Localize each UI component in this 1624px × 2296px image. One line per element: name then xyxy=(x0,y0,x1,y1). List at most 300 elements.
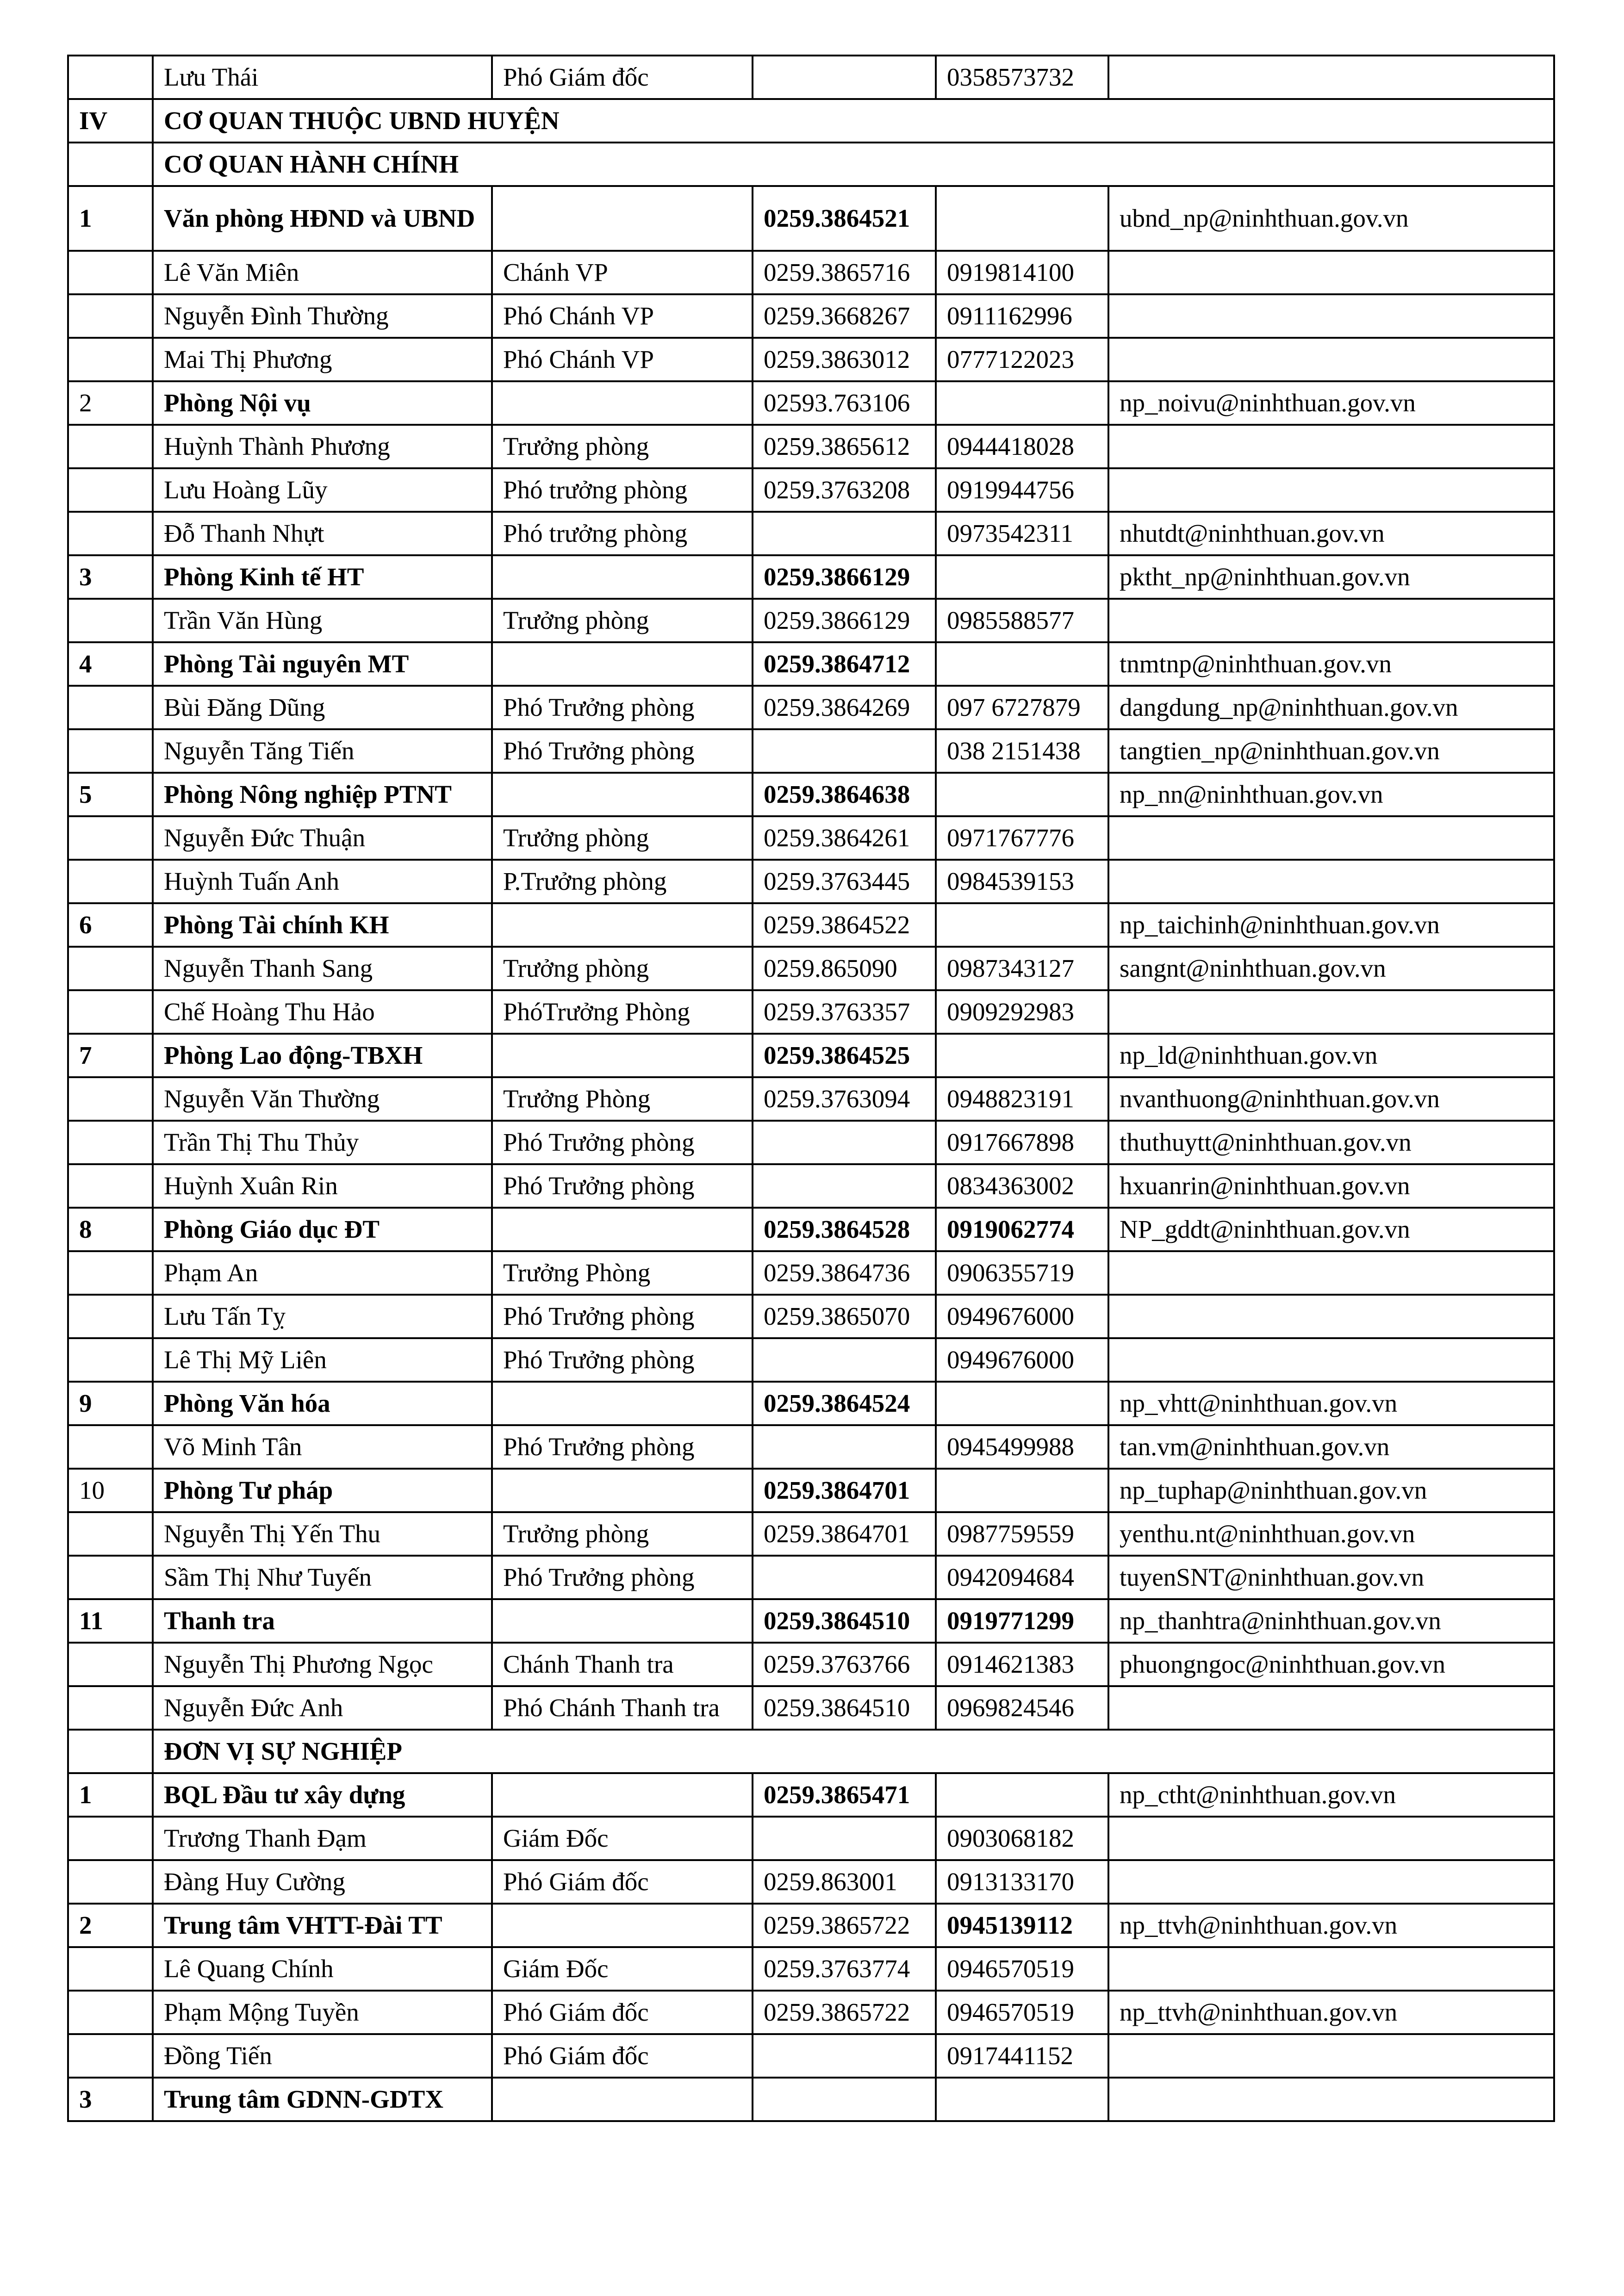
person-row xyxy=(68,1686,1554,1730)
position-title: Giám Đốc xyxy=(492,1947,753,1991)
office-phone: 0259.3763445 xyxy=(753,860,936,903)
person-name: Bùi Đăng Dũng xyxy=(153,686,492,729)
person-name: Phạm An xyxy=(153,1251,492,1295)
position-title: Trưởng phòng xyxy=(492,947,753,990)
row-number xyxy=(68,1860,153,1904)
person-name: Nguyễn Thị Phương Ngọc xyxy=(153,1643,492,1686)
office-phone: 0259.3763208 xyxy=(753,468,936,512)
office-phone: 0259.3864522 xyxy=(753,903,936,947)
office-phone: 0259.3865722 xyxy=(753,1904,936,1947)
person-row xyxy=(68,990,1554,1034)
office-phone: 0259.3864701 xyxy=(753,1512,936,1556)
office-phone: 0259.3864269 xyxy=(753,686,936,729)
email-address xyxy=(1108,251,1554,294)
office-phone: 0259.3763094 xyxy=(753,1077,936,1121)
person-row xyxy=(68,512,1554,555)
office-phone: 0259.3763774 xyxy=(753,1947,936,1991)
row-number xyxy=(68,1686,153,1730)
position-title xyxy=(492,381,753,425)
position-title xyxy=(492,1599,753,1643)
office-phone xyxy=(753,2034,936,2078)
office-phone: 0259.3864638 xyxy=(753,773,936,816)
email-address xyxy=(1108,1817,1554,1860)
unit-name: Phòng Văn hóa xyxy=(153,1382,492,1425)
position-title: Phó Giám đốc xyxy=(492,56,753,99)
section-row xyxy=(68,1730,1554,1773)
office-phone: 0259.3763766 xyxy=(753,1643,936,1686)
position-title xyxy=(492,773,753,816)
row-number: 7 xyxy=(68,1034,153,1077)
mobile-phone: 0949676000 xyxy=(936,1295,1108,1338)
unit-row xyxy=(68,1904,1554,1947)
position-title: P.Trưởng phòng xyxy=(492,860,753,903)
row-number xyxy=(68,947,153,990)
office-phone: 0259.3864528 xyxy=(753,1208,936,1251)
email-address: np_noivu@ninhthuan.gov.vn xyxy=(1108,381,1554,425)
mobile-phone xyxy=(936,1382,1108,1425)
row-number xyxy=(68,512,153,555)
person-name: Lưu Hoàng Lũy xyxy=(153,468,492,512)
mobile-phone: 0917667898 xyxy=(936,1121,1108,1164)
mobile-phone: 097 6727879 xyxy=(936,686,1108,729)
email-address xyxy=(1108,338,1554,381)
row-number xyxy=(68,56,153,99)
mobile-phone: 0946570519 xyxy=(936,1991,1108,2034)
row-number xyxy=(68,599,153,642)
mobile-phone: 0919814100 xyxy=(936,251,1108,294)
email-address: np_tuphap@ninhthuan.gov.vn xyxy=(1108,1469,1554,1512)
email-address: nhutdt@ninhthuan.gov.vn xyxy=(1108,512,1554,555)
section-title: ĐƠN VỊ SỰ NGHIỆP xyxy=(153,1730,1554,1773)
row-number xyxy=(68,2034,153,2078)
position-title xyxy=(492,1208,753,1251)
email-address: np_taichinh@ninhthuan.gov.vn xyxy=(1108,903,1554,947)
row-number xyxy=(68,1643,153,1686)
email-address xyxy=(1108,990,1554,1034)
unit-row xyxy=(68,642,1554,686)
mobile-phone: 0948823191 xyxy=(936,1077,1108,1121)
mobile-phone: 0984539153 xyxy=(936,860,1108,903)
section-row xyxy=(68,99,1554,143)
position-title: Phó Chánh Thanh tra xyxy=(492,1686,753,1730)
person-row xyxy=(68,1947,1554,1991)
position-title xyxy=(492,1773,753,1817)
position-title: Phó Chánh VP xyxy=(492,294,753,338)
row-number: 2 xyxy=(68,1904,153,1947)
email-address: tan.vm@ninhthuan.gov.vn xyxy=(1108,1425,1554,1469)
person-row xyxy=(68,1556,1554,1599)
position-title: Phó Trưởng phòng xyxy=(492,1295,753,1338)
unit-row xyxy=(68,1599,1554,1643)
unit-row xyxy=(68,381,1554,425)
row-number: 3 xyxy=(68,555,153,599)
email-address: tuyenSNT@ninhthuan.gov.vn xyxy=(1108,1556,1554,1599)
unit-name: Trung tâm VHTT-Đài TT xyxy=(153,1904,492,1947)
row-number xyxy=(68,1295,153,1338)
email-address: np_ttvh@ninhthuan.gov.vn xyxy=(1108,1991,1554,2034)
row-number xyxy=(68,1164,153,1208)
email-address xyxy=(1108,1338,1554,1382)
contact-directory-table xyxy=(67,55,1555,2122)
unit-row xyxy=(68,1469,1554,1512)
office-phone xyxy=(753,1121,936,1164)
office-phone: 0259.3668267 xyxy=(753,294,936,338)
mobile-phone xyxy=(936,1469,1108,1512)
email-address: np_ctht@ninhthuan.gov.vn xyxy=(1108,1773,1554,1817)
email-address xyxy=(1108,2078,1554,2121)
person-name: Sầm Thị Như Tuyến xyxy=(153,1556,492,1599)
email-address: yenthu.nt@ninhthuan.gov.vn xyxy=(1108,1512,1554,1556)
email-address xyxy=(1108,468,1554,512)
person-row xyxy=(68,251,1554,294)
email-address xyxy=(1108,1686,1554,1730)
office-phone: 0259.3865471 xyxy=(753,1773,936,1817)
unit-name: Phòng Tài chính KH xyxy=(153,903,492,947)
office-phone xyxy=(753,512,936,555)
position-title: Trưởng phòng xyxy=(492,816,753,860)
mobile-phone xyxy=(936,381,1108,425)
mobile-phone: 0917441152 xyxy=(936,2034,1108,2078)
person-row xyxy=(68,947,1554,990)
office-phone xyxy=(753,2078,936,2121)
position-title: Phó trưởng phòng xyxy=(492,468,753,512)
position-title: Trưởng phòng xyxy=(492,599,753,642)
mobile-phone: 038 2151438 xyxy=(936,729,1108,773)
office-phone xyxy=(753,1164,936,1208)
office-phone xyxy=(753,1817,936,1860)
row-number: 9 xyxy=(68,1382,153,1425)
email-address xyxy=(1108,816,1554,860)
unit-name: Phòng Kinh tế HT xyxy=(153,555,492,599)
row-number: 2 xyxy=(68,381,153,425)
unit-row xyxy=(68,1773,1554,1817)
office-phone: 0259.865090 xyxy=(753,947,936,990)
row-number: 4 xyxy=(68,642,153,686)
person-name: Nguyễn Thị Yến Thu xyxy=(153,1512,492,1556)
mobile-phone: 0944418028 xyxy=(936,425,1108,468)
office-phone: 0259.3863012 xyxy=(753,338,936,381)
email-address xyxy=(1108,56,1554,99)
position-title: Phó Trưởng phòng xyxy=(492,1556,753,1599)
person-name: Đỗ Thanh Nhựt xyxy=(153,512,492,555)
email-address: np_thanhtra@ninhthuan.gov.vn xyxy=(1108,1599,1554,1643)
person-row xyxy=(68,1817,1554,1860)
mobile-phone: 0946570519 xyxy=(936,1947,1108,1991)
mobile-phone: 0973542311 xyxy=(936,512,1108,555)
office-phone: 0259.3865716 xyxy=(753,251,936,294)
person-row xyxy=(68,1425,1554,1469)
email-address xyxy=(1108,1947,1554,1991)
mobile-phone: 0919062774 xyxy=(936,1208,1108,1251)
person-name: Mai Thị Phương xyxy=(153,338,492,381)
row-number: 8 xyxy=(68,1208,153,1251)
email-address xyxy=(1108,599,1554,642)
email-address: nvanthuong@ninhthuan.gov.vn xyxy=(1108,1077,1554,1121)
person-row xyxy=(68,425,1554,468)
office-phone: 0259.3864510 xyxy=(753,1686,936,1730)
row-number xyxy=(68,1512,153,1556)
unit-row xyxy=(68,903,1554,947)
row-number: 1 xyxy=(68,186,153,251)
email-address xyxy=(1108,1860,1554,1904)
email-address xyxy=(1108,294,1554,338)
mobile-phone: 0945499988 xyxy=(936,1425,1108,1469)
office-phone: 0259.3864712 xyxy=(753,642,936,686)
mobile-phone xyxy=(936,1773,1108,1817)
email-address: np_ttvh@ninhthuan.gov.vn xyxy=(1108,1904,1554,1947)
mobile-phone: 0913133170 xyxy=(936,1860,1108,1904)
unit-name: Phòng Nội vụ xyxy=(153,381,492,425)
mobile-phone: 0942094684 xyxy=(936,1556,1108,1599)
email-address: thuthuytt@ninhthuan.gov.vn xyxy=(1108,1121,1554,1164)
row-number xyxy=(68,1251,153,1295)
office-phone: 0259.3864524 xyxy=(753,1382,936,1425)
position-title: Phó Trưởng phòng xyxy=(492,1164,753,1208)
office-phone xyxy=(753,1338,936,1382)
person-name: Huỳnh Thành Phương xyxy=(153,425,492,468)
unit-row xyxy=(68,1382,1554,1425)
person-row xyxy=(68,1077,1554,1121)
position-title: Phó Giám đốc xyxy=(492,1860,753,1904)
email-address: sangnt@ninhthuan.gov.vn xyxy=(1108,947,1554,990)
position-title: Phó Trưởng phòng xyxy=(492,686,753,729)
mobile-phone: 0985588577 xyxy=(936,599,1108,642)
mobile-phone: 0909292983 xyxy=(936,990,1108,1034)
person-name: Lê Thị Mỹ Liên xyxy=(153,1338,492,1382)
email-address: tangtien_np@ninhthuan.gov.vn xyxy=(1108,729,1554,773)
position-title: Phó Trưởng phòng xyxy=(492,1338,753,1382)
person-row xyxy=(68,1991,1554,2034)
person-name: Nguyễn Tăng Tiến xyxy=(153,729,492,773)
row-number xyxy=(68,338,153,381)
mobile-phone: 0906355719 xyxy=(936,1251,1108,1295)
office-phone: 02593.763106 xyxy=(753,381,936,425)
person-row xyxy=(68,860,1554,903)
office-phone xyxy=(753,1425,936,1469)
row-number: 10 xyxy=(68,1469,153,1512)
row-number xyxy=(68,816,153,860)
office-phone: 0259.3866129 xyxy=(753,555,936,599)
row-number: 3 xyxy=(68,2078,153,2121)
mobile-phone xyxy=(936,773,1108,816)
person-name: Nguyễn Đức Anh xyxy=(153,1686,492,1730)
unit-row xyxy=(68,773,1554,816)
position-title: Trưởng Phòng xyxy=(492,1077,753,1121)
person-row xyxy=(68,338,1554,381)
position-title xyxy=(492,1034,753,1077)
person-row xyxy=(68,599,1554,642)
email-address xyxy=(1108,860,1554,903)
position-title xyxy=(492,1469,753,1512)
person-name: Lê Văn Miên xyxy=(153,251,492,294)
row-number: 11 xyxy=(68,1599,153,1643)
mobile-phone: 0971767776 xyxy=(936,816,1108,860)
unit-name: Trung tâm GDNN-GDTX xyxy=(153,2078,492,2121)
row-number xyxy=(68,468,153,512)
mobile-phone: 0949676000 xyxy=(936,1338,1108,1382)
unit-name: BQL Đầu tư xây dựng xyxy=(153,1773,492,1817)
office-phone: 0259.3864525 xyxy=(753,1034,936,1077)
person-row xyxy=(68,816,1554,860)
person-name: Trần Thị Thu Thủy xyxy=(153,1121,492,1164)
person-row xyxy=(68,1512,1554,1556)
email-address: np_nn@ninhthuan.gov.vn xyxy=(1108,773,1554,816)
row-number xyxy=(68,1425,153,1469)
office-phone: 0259.3763357 xyxy=(753,990,936,1034)
unit-name: Văn phòng HĐND và UBND xyxy=(153,186,492,251)
person-name: Chế Hoàng Thu Hảo xyxy=(153,990,492,1034)
row-number xyxy=(68,1077,153,1121)
unit-row xyxy=(68,1208,1554,1251)
person-row xyxy=(68,1860,1554,1904)
mobile-phone xyxy=(936,903,1108,947)
mobile-phone: 0987343127 xyxy=(936,947,1108,990)
position-title xyxy=(492,903,753,947)
row-number: 5 xyxy=(68,773,153,816)
person-row xyxy=(68,1164,1554,1208)
email-address: NP_gddt@ninhthuan.gov.vn xyxy=(1108,1208,1554,1251)
unit-row xyxy=(68,2078,1554,2121)
position-title xyxy=(492,186,753,251)
mobile-phone xyxy=(936,186,1108,251)
position-title: Trưởng phòng xyxy=(492,1512,753,1556)
mobile-phone xyxy=(936,2078,1108,2121)
email-address xyxy=(1108,2034,1554,2078)
office-phone: 0259.863001 xyxy=(753,1860,936,1904)
person-name: Nguyễn Thanh Sang xyxy=(153,947,492,990)
section-row xyxy=(68,143,1554,186)
mobile-phone: 0777122023 xyxy=(936,338,1108,381)
email-address xyxy=(1108,425,1554,468)
person-row xyxy=(68,1643,1554,1686)
person-name: Lưu Tấn Tỵ xyxy=(153,1295,492,1338)
office-phone xyxy=(753,1556,936,1599)
position-title xyxy=(492,1904,753,1947)
mobile-phone: 0358573732 xyxy=(936,56,1108,99)
email-address xyxy=(1108,1251,1554,1295)
position-title: Phó Giám đốc xyxy=(492,2034,753,2078)
mobile-phone: 0914621383 xyxy=(936,1643,1108,1686)
mobile-phone xyxy=(936,1034,1108,1077)
position-title: Phó trưởng phòng xyxy=(492,512,753,555)
person-row xyxy=(68,1338,1554,1382)
office-phone: 0259.3866129 xyxy=(753,599,936,642)
email-address: np_vhtt@ninhthuan.gov.vn xyxy=(1108,1382,1554,1425)
row-number xyxy=(68,860,153,903)
mobile-phone xyxy=(936,642,1108,686)
email-address: pktht_np@ninhthuan.gov.vn xyxy=(1108,555,1554,599)
office-phone: 0259.3864261 xyxy=(753,816,936,860)
directory-body xyxy=(68,56,1554,2121)
position-title: Chánh VP xyxy=(492,251,753,294)
email-address: phuongngoc@ninhthuan.gov.vn xyxy=(1108,1643,1554,1686)
office-phone: 0259.3865612 xyxy=(753,425,936,468)
position-title: Phó Giám đốc xyxy=(492,1991,753,2034)
person-row xyxy=(68,2034,1554,2078)
section-number xyxy=(68,1730,153,1773)
person-name: Huỳnh Xuân Rin xyxy=(153,1164,492,1208)
email-address: ubnd_np@ninhthuan.gov.vn xyxy=(1108,186,1554,251)
unit-name: Thanh tra xyxy=(153,1599,492,1643)
person-name: Nguyễn Đình Thường xyxy=(153,294,492,338)
person-row xyxy=(68,56,1554,99)
person-name: Nguyễn Văn Thường xyxy=(153,1077,492,1121)
position-title xyxy=(492,642,753,686)
position-title xyxy=(492,555,753,599)
person-name: Trần Văn Hùng xyxy=(153,599,492,642)
row-number xyxy=(68,686,153,729)
position-title: PhóTrưởng Phòng xyxy=(492,990,753,1034)
row-number xyxy=(68,294,153,338)
person-row xyxy=(68,294,1554,338)
position-title: Phó Trưởng phòng xyxy=(492,729,753,773)
row-number xyxy=(68,1338,153,1382)
office-phone xyxy=(753,729,936,773)
row-number xyxy=(68,729,153,773)
email-address: np_ld@ninhthuan.gov.vn xyxy=(1108,1034,1554,1077)
row-number xyxy=(68,1947,153,1991)
email-address xyxy=(1108,1295,1554,1338)
row-number xyxy=(68,1817,153,1860)
section-title: CƠ QUAN HÀNH CHÍNH xyxy=(153,143,1554,186)
email-address: tnmtnp@ninhthuan.gov.vn xyxy=(1108,642,1554,686)
person-name: Lê Quang Chính xyxy=(153,1947,492,1991)
row-number xyxy=(68,1556,153,1599)
person-row xyxy=(68,686,1554,729)
row-number xyxy=(68,251,153,294)
row-number xyxy=(68,425,153,468)
mobile-phone xyxy=(936,555,1108,599)
mobile-phone: 0969824546 xyxy=(936,1686,1108,1730)
unit-name: Phòng Giáo dục ĐT xyxy=(153,1208,492,1251)
position-title: Trưởng phòng xyxy=(492,425,753,468)
row-number xyxy=(68,990,153,1034)
office-phone: 0259.3864736 xyxy=(753,1251,936,1295)
person-row xyxy=(68,468,1554,512)
unit-row xyxy=(68,1034,1554,1077)
unit-name: Phòng Lao động-TBXH xyxy=(153,1034,492,1077)
mobile-phone: 0919944756 xyxy=(936,468,1108,512)
unit-name: Phòng Nông nghiệp PTNT xyxy=(153,773,492,816)
position-title: Giám Đốc xyxy=(492,1817,753,1860)
person-name: Lưu Thái xyxy=(153,56,492,99)
person-name: Trương Thanh Đạm xyxy=(153,1817,492,1860)
mobile-phone: 0834363002 xyxy=(936,1164,1108,1208)
person-row xyxy=(68,1251,1554,1295)
person-name: Võ Minh Tân xyxy=(153,1425,492,1469)
row-number xyxy=(68,1121,153,1164)
position-title xyxy=(492,2078,753,2121)
position-title: Phó Chánh VP xyxy=(492,338,753,381)
person-row xyxy=(68,1295,1554,1338)
person-name: Nguyễn Đức Thuận xyxy=(153,816,492,860)
office-phone: 0259.3864701 xyxy=(753,1469,936,1512)
person-name: Đàng Huy Cường xyxy=(153,1860,492,1904)
office-phone xyxy=(753,56,936,99)
section-title: CƠ QUAN THUỘC UBND HUYỆN xyxy=(153,99,1554,143)
mobile-phone: 0919771299 xyxy=(936,1599,1108,1643)
section-number xyxy=(68,143,153,186)
mobile-phone: 0903068182 xyxy=(936,1817,1108,1860)
row-number xyxy=(68,1991,153,2034)
unit-row xyxy=(68,186,1554,251)
office-phone: 0259.3865722 xyxy=(753,1991,936,2034)
section-number: IV xyxy=(68,99,153,143)
position-title: Phó Trưởng phòng xyxy=(492,1121,753,1164)
office-phone: 0259.3864521 xyxy=(753,186,936,251)
person-name: Huỳnh Tuấn Anh xyxy=(153,860,492,903)
row-number: 6 xyxy=(68,903,153,947)
